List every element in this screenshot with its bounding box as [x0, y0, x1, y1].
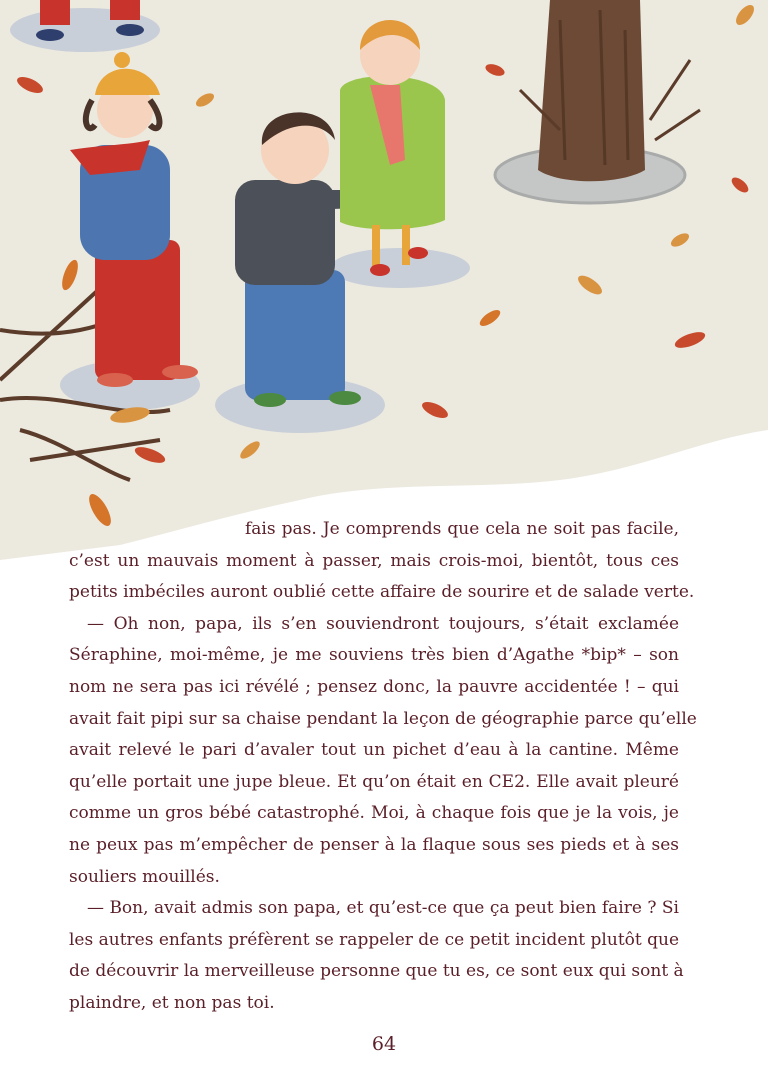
page-number: 64: [371, 1033, 397, 1055]
paragraph: [69, 514, 695, 609]
text-line: souliers mouillés.: [69, 866, 220, 887]
text-line: avait fait pipi sur sa chaise pendant la leçon de géographie parce qu’elle: [69, 708, 697, 729]
story-text: [69, 514, 697, 1020]
text-line: ne peux pas m’empêcher de penser à la flaque sous ses pieds et à ses: [69, 834, 679, 855]
puddle: [330, 248, 470, 288]
text-line: qu’elle portait une jupe bleue. Et qu’on était en CE2. Elle avait pleuré: [69, 771, 679, 792]
text-line: — Bon, avait admis son papa, et qu’est-ce que ça peut bien faire ? Si: [87, 898, 679, 919]
text-line: de découvrir la merveilleuse personne que tu es, ce sont eux qui sont à: [69, 961, 684, 982]
text-line: Séraphine, moi-même, je me souviens très bien d’Agathe *bip* – son: [69, 645, 679, 666]
text-line: fais pas. Je comprends que cela ne soit pas facile,: [245, 519, 679, 539]
text-line: nom ne sera pas ici révélé ; pensez donc, la pauvre accidentée ! – qui: [69, 676, 679, 697]
text-line: petits imbéciles auront oublié cette affaire de sourire et de salade verte.: [69, 582, 695, 603]
text-line: plaindre, et non pas toi.: [69, 992, 275, 1013]
text-line: — Oh non, papa, ils s’en souviendront toujours, s’était exclamée: [87, 613, 679, 634]
text-line: les autres enfants préfèrent se rappeler de ce petit incident plutôt que: [69, 929, 680, 950]
paragraph: [69, 893, 684, 1019]
text-line: comme un gros bébé catastrophé. Moi, à chaque fois que je la vois, je: [69, 803, 679, 824]
paragraph: [69, 609, 697, 893]
text-line: avait relevé le pari d’avaler tout un pichet d’eau à la cantine. Même: [69, 740, 679, 761]
text-line: c’est un mauvais moment à passer, mais crois-moi, bientôt, tous ces: [69, 550, 679, 571]
